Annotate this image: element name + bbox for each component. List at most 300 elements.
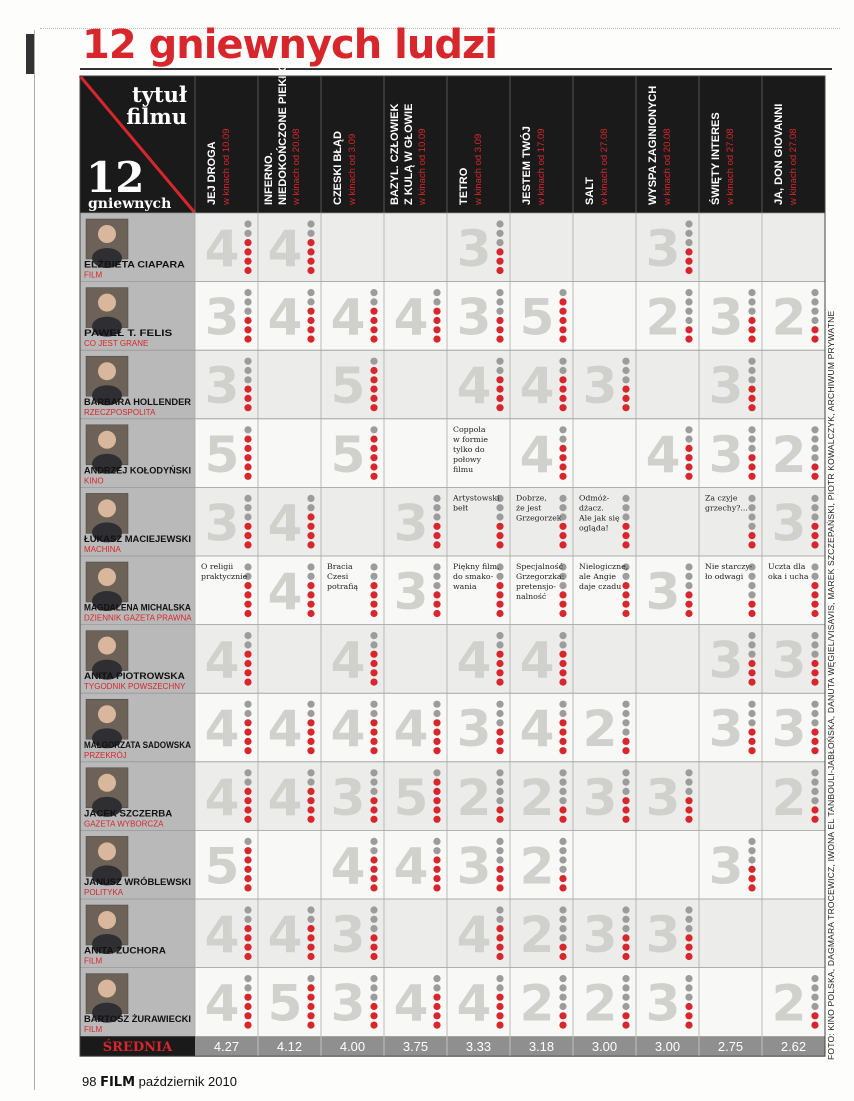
rating-dot — [433, 1022, 440, 1029]
rating-dot — [244, 326, 251, 333]
rating-dot — [685, 806, 692, 813]
film-title: JA, DON GIOVANNI — [773, 103, 785, 205]
rating-dot — [370, 591, 377, 598]
rating-dot — [622, 591, 629, 598]
rating-dot — [307, 1022, 314, 1029]
rating-dot — [496, 358, 503, 365]
rating-watermark: 3 — [708, 288, 744, 347]
rating-dot — [496, 738, 503, 745]
critic-outlet: MACHINA — [84, 545, 121, 554]
rating-dot — [559, 710, 566, 717]
avatar-face — [98, 842, 116, 860]
critic-name: JACEK SZCZERBA — [84, 808, 173, 820]
rating-dot — [244, 838, 251, 845]
rating-dot — [244, 436, 251, 443]
rating-dot — [622, 916, 629, 923]
rating-dot — [244, 582, 251, 589]
rating-comment: Dobrze, — [516, 493, 547, 503]
rating-watermark: 3 — [645, 220, 681, 278]
rating-dot — [370, 386, 377, 393]
film-title: NIEDOKOŃCZONE PIEKŁO — [277, 63, 289, 205]
rating-dot — [622, 358, 629, 365]
rating-dot — [307, 258, 314, 265]
rating-dot — [370, 298, 377, 305]
rating-dot — [307, 317, 314, 324]
rating-watermark: 4 — [393, 700, 429, 759]
rating-dot — [307, 953, 314, 960]
rating-dot — [496, 267, 503, 274]
rating-dot — [811, 975, 818, 982]
rating-dot — [811, 729, 818, 736]
rating-comment: Nie starczy- — [705, 562, 753, 571]
rating-watermark: 2 — [771, 288, 807, 347]
rating-watermark: 4 — [456, 631, 492, 690]
rating-dot — [559, 797, 566, 804]
rating-watermark: 3 — [330, 906, 366, 964]
rating-dot — [307, 925, 314, 932]
film-release-date: w kinach od 20.08 — [662, 128, 673, 205]
rating-dot — [559, 298, 566, 305]
rating-dot — [370, 866, 377, 873]
page-footer — [82, 1074, 237, 1090]
rating-dot — [622, 816, 629, 823]
rating-dot — [559, 504, 566, 511]
rating-comment: Odmóż- — [579, 493, 610, 503]
rating-dot — [559, 308, 566, 315]
rating-dot — [622, 729, 629, 736]
rating-dot — [244, 563, 251, 570]
rating-dot — [496, 239, 503, 246]
film-title: SALT — [584, 177, 596, 205]
rating-dot — [748, 376, 755, 383]
rating-dot — [748, 710, 755, 717]
rating-dot — [622, 806, 629, 813]
critic-name: ELŻBIETA CIAPARA — [84, 259, 185, 271]
film-release-date: w kinach od 27.08 — [599, 128, 610, 205]
rating-dot — [559, 404, 566, 411]
rating-dot — [496, 258, 503, 265]
rating-dot — [559, 679, 566, 686]
rating-dot — [307, 308, 314, 315]
rating-dot — [244, 660, 251, 667]
rating-dot — [496, 747, 503, 754]
rating-dot — [496, 513, 503, 520]
rating-dot — [307, 934, 314, 941]
rating-dot — [496, 769, 503, 776]
rating-dot — [370, 582, 377, 589]
rating-dot — [370, 641, 377, 648]
rating-dot — [748, 298, 755, 305]
rating-comment: potrafią — [327, 582, 359, 591]
rating-dot — [433, 317, 440, 324]
rating-dot — [244, 317, 251, 324]
rating-watermark: 3 — [456, 837, 492, 896]
photo-credits: FOTO: KINO POLSKA, DAGMARA TROCEWICZ, IWONA EL TANBOULI-JABŁOŃSKA, DANUTA WĘGIEL/VISAVIS, MAREK SZCZEPAŃSKI, PIOTR KOWALCZYK, ARCHIWUM PRYWATNE — [826, 310, 836, 1060]
rating-dot — [433, 308, 440, 315]
rating-dot — [748, 504, 755, 511]
rating-dot — [811, 563, 818, 570]
rating-comment: do smako- — [453, 572, 494, 581]
rating-dot — [307, 906, 314, 913]
rating-dot — [748, 336, 755, 343]
rating-dot — [433, 797, 440, 804]
rating-dot — [622, 513, 629, 520]
rating-dot — [244, 513, 251, 520]
rating-watermark: 3 — [330, 768, 366, 827]
rating-watermark: 2 — [645, 288, 681, 347]
rating-dot — [811, 523, 818, 530]
rating-dot — [433, 504, 440, 511]
rating-watermark: 4 — [456, 357, 492, 416]
rating-watermark: 4 — [519, 357, 555, 416]
rating-dot — [622, 769, 629, 776]
rating-watermark: 4 — [267, 288, 303, 347]
rating-dot — [307, 729, 314, 736]
rating-comment: ogląda! — [579, 523, 609, 533]
rating-dot — [748, 679, 755, 686]
film-average: 3.33 — [465, 1039, 492, 1055]
rating-dot — [559, 738, 566, 745]
rating-comment: praktycznie — [201, 572, 248, 581]
rating-dot — [559, 336, 566, 343]
rating-dot — [370, 884, 377, 891]
rating-dot — [370, 838, 377, 845]
rating-watermark: 4 — [519, 631, 555, 690]
rating-dot — [244, 916, 251, 923]
rating-dot — [244, 376, 251, 383]
rating-watermark: 5 — [330, 425, 366, 484]
rating-dot — [496, 541, 503, 548]
rating-dot — [244, 944, 251, 951]
rating-comment: filmu — [453, 464, 474, 474]
rating-watermark: 2 — [582, 974, 618, 1033]
rating-dot — [433, 591, 440, 598]
rating-dot — [559, 816, 566, 823]
rating-watermark: 3 — [708, 700, 744, 759]
rating-dot — [496, 797, 503, 804]
rating-dot — [748, 729, 755, 736]
rating-watermark: 5 — [204, 425, 240, 484]
rating-dot — [370, 367, 377, 374]
rating-dot — [559, 660, 566, 667]
rating-dot — [433, 563, 440, 570]
rating-dot — [685, 426, 692, 433]
rating-dot — [811, 1022, 818, 1029]
rating-dot — [685, 445, 692, 452]
rating-dot — [496, 866, 503, 873]
rating-dot — [811, 463, 818, 470]
rating-dot — [622, 701, 629, 708]
rating-dot — [307, 975, 314, 982]
rating-dot — [244, 463, 251, 470]
rating-dot — [370, 336, 377, 343]
rating-dot — [559, 651, 566, 658]
rating-comment: Artystowski — [453, 493, 500, 503]
rating-watermark: 3 — [645, 563, 681, 621]
rating-watermark: 3 — [771, 631, 807, 690]
rating-dot — [748, 632, 755, 639]
avatar-face — [98, 911, 116, 929]
rating-dot — [244, 367, 251, 374]
rating-comment: pretensjo- — [516, 582, 556, 591]
rating-dot — [559, 729, 566, 736]
rating-dot — [496, 875, 503, 882]
rating-dot — [370, 806, 377, 813]
rating-dot — [433, 1003, 440, 1010]
rating-dot — [370, 573, 377, 580]
rating-dot — [496, 651, 503, 658]
rating-dot — [559, 641, 566, 648]
rating-dot — [622, 495, 629, 502]
rating-dot — [370, 747, 377, 754]
rating-dot — [559, 747, 566, 754]
rating-dot — [748, 573, 755, 580]
rating-dot — [370, 463, 377, 470]
rating-dot — [559, 975, 566, 982]
rating-watermark: 4 — [204, 768, 240, 827]
rating-dot — [307, 1003, 314, 1010]
rating-dot — [433, 336, 440, 343]
rating-dot — [748, 738, 755, 745]
rating-dot — [559, 632, 566, 639]
rating-dot — [496, 934, 503, 941]
rating-comment: Uczta dla — [768, 562, 806, 571]
rating-dot — [748, 463, 755, 470]
rating-dot — [370, 975, 377, 982]
rating-dot — [307, 504, 314, 511]
critic-name: MAŁGORZATA SADOWSKA — [84, 739, 192, 751]
rating-watermark: 4 — [519, 700, 555, 759]
rating-dot — [685, 916, 692, 923]
rating-dot — [748, 875, 755, 882]
rating-dot — [559, 779, 566, 786]
rating-dot — [496, 601, 503, 608]
rating-dot — [244, 495, 251, 502]
rating-dot — [559, 847, 566, 854]
critic-outlet: PRZEKRÓJ — [84, 750, 127, 760]
rating-watermark: 4 — [204, 906, 240, 964]
rating-dot — [622, 386, 629, 393]
corner-number: 12 — [86, 153, 145, 202]
film-average: 4.00 — [339, 1039, 366, 1055]
rating-watermark: 3 — [393, 563, 429, 621]
rating-dot — [559, 984, 566, 991]
rating-dot — [559, 532, 566, 539]
rating-dot — [685, 779, 692, 786]
rating-dot — [559, 934, 566, 941]
rating-dot — [244, 267, 251, 274]
rating-comment: Za czyje — [705, 493, 738, 503]
rating-dot — [811, 1012, 818, 1019]
film-release-date: w kinach od 27.08 — [725, 128, 736, 205]
rating-dot — [307, 563, 314, 570]
rating-dot — [244, 788, 251, 795]
rating-dot — [244, 994, 251, 1001]
rating-dot — [496, 336, 503, 343]
rating-dot — [559, 916, 566, 923]
rating-dot — [811, 669, 818, 676]
film-title: ŚWIĘTY INTERES — [710, 112, 722, 205]
rating-dot — [307, 806, 314, 813]
rating-dot — [685, 298, 692, 305]
rating-dot — [559, 875, 566, 882]
rating-dot — [559, 367, 566, 374]
rating-dot — [496, 573, 503, 580]
film-release-date: w kinach od 17.09 — [536, 128, 547, 205]
rating-dot — [370, 797, 377, 804]
rating-dot — [307, 573, 314, 580]
rating-dot — [748, 436, 755, 443]
rating-dot — [622, 504, 629, 511]
rating-dot — [622, 710, 629, 717]
rating-dot — [748, 386, 755, 393]
rating-dot — [811, 806, 818, 813]
rating-dot — [811, 816, 818, 823]
rating-dot — [496, 975, 503, 982]
rating-dot — [559, 669, 566, 676]
rating-dot — [559, 386, 566, 393]
rating-watermark: 3 — [393, 494, 429, 553]
rating-dot — [496, 710, 503, 717]
average-label: ŚREDNIA — [102, 1040, 173, 1056]
rating-watermark: 3 — [708, 357, 744, 416]
rating-watermark: 4 — [393, 288, 429, 347]
rating-dot — [748, 523, 755, 530]
rating-dot — [748, 473, 755, 480]
rating-dot — [244, 925, 251, 932]
rating-dot — [748, 838, 755, 845]
rating-dot — [496, 925, 503, 932]
rating-dot — [559, 473, 566, 480]
rating-dot — [370, 395, 377, 402]
film-title: TETRO — [458, 167, 470, 205]
rating-dot — [748, 669, 755, 676]
rating-dot — [748, 513, 755, 520]
film-title: JEJ DROGA — [206, 141, 218, 205]
critic-outlet: FILM — [84, 956, 103, 966]
rating-dot — [811, 984, 818, 991]
rating-dot — [244, 651, 251, 658]
rating-dot — [811, 601, 818, 608]
rating-dot — [811, 679, 818, 686]
rating-dot — [622, 1003, 629, 1010]
rating-dot — [307, 230, 314, 237]
rating-dot — [559, 906, 566, 913]
rating-dot — [559, 1022, 566, 1029]
rating-dot — [244, 473, 251, 480]
rating-comment: ale Angie — [579, 572, 616, 581]
critic-name: MAGDALENA MICHALSKA — [84, 602, 192, 614]
critic-name: ŁUKASZ MACIEJEWSKI — [84, 534, 191, 545]
rating-watermark: 3 — [582, 906, 618, 964]
rating-dot — [244, 641, 251, 648]
rating-dot — [811, 1003, 818, 1010]
rating-dot — [559, 769, 566, 776]
critic-name: JANUSZ WRÓBLEWSKI — [84, 877, 192, 888]
rating-dot — [307, 994, 314, 1001]
rating-dot — [496, 289, 503, 296]
rating-dot — [433, 856, 440, 863]
film-title: INFERNO. — [263, 152, 275, 205]
rating-dot — [244, 541, 251, 548]
rating-dot — [496, 308, 503, 315]
rating-dot — [244, 632, 251, 639]
rating-watermark: 4 — [456, 974, 492, 1033]
rating-dot — [496, 953, 503, 960]
rating-watermark: 3 — [771, 494, 807, 553]
rating-dot — [748, 326, 755, 333]
rating-dot — [244, 1022, 251, 1029]
rating-dot — [307, 788, 314, 795]
rating-dot — [244, 523, 251, 530]
rating-dot — [370, 925, 377, 932]
rating-dot — [307, 984, 314, 991]
rating-dot — [370, 376, 377, 383]
rating-dot — [748, 847, 755, 854]
rating-watermark: 5 — [204, 837, 240, 896]
avatar-face — [98, 568, 116, 586]
corner-label-top: filmu — [126, 104, 187, 129]
corner-label-top: tytuł — [132, 82, 187, 107]
rating-watermark: 4 — [519, 425, 555, 484]
rating-dot — [496, 641, 503, 648]
rating-comment: daje czadu — [579, 582, 622, 591]
rating-dot — [559, 866, 566, 873]
rating-dot — [433, 326, 440, 333]
rating-dot — [559, 884, 566, 891]
rating-dot — [622, 1012, 629, 1019]
rating-dot — [685, 975, 692, 982]
rating-dot — [433, 994, 440, 1001]
rating-dot — [685, 1003, 692, 1010]
film-title: Z KULĄ W GŁOWIE — [403, 103, 415, 205]
rating-dot — [559, 601, 566, 608]
rating-dot — [244, 591, 251, 598]
rating-watermark: 4 — [330, 631, 366, 690]
rating-dot — [244, 289, 251, 296]
rating-watermark: 3 — [645, 974, 681, 1033]
page-title: 12 gniewnych ludzi — [82, 22, 497, 68]
rating-dot — [433, 984, 440, 991]
rating-dot — [433, 779, 440, 786]
rating-dot — [685, 591, 692, 598]
rating-dot — [433, 738, 440, 745]
rating-dot — [685, 601, 692, 608]
rating-dot — [622, 747, 629, 754]
rating-dot — [433, 806, 440, 813]
rating-dot — [370, 934, 377, 941]
rating-dot — [748, 454, 755, 461]
rating-dot — [811, 317, 818, 324]
rating-dot — [433, 729, 440, 736]
rating-dot — [307, 541, 314, 548]
film-title: JESTEM TWÓJ — [521, 126, 533, 205]
rating-dot — [811, 701, 818, 708]
rating-watermark: 3 — [645, 768, 681, 827]
rating-comment: Piękny film, — [453, 562, 500, 571]
rating-dot — [244, 875, 251, 882]
rating-dot — [496, 729, 503, 736]
rating-dot — [244, 336, 251, 343]
rating-dot — [685, 563, 692, 570]
rating-dot — [622, 779, 629, 786]
rating-dot — [370, 679, 377, 686]
rating-comment: że jest — [516, 503, 542, 513]
rating-dot — [244, 220, 251, 227]
rating-dot — [496, 816, 503, 823]
rating-dot — [496, 317, 503, 324]
rating-dot — [370, 1003, 377, 1010]
